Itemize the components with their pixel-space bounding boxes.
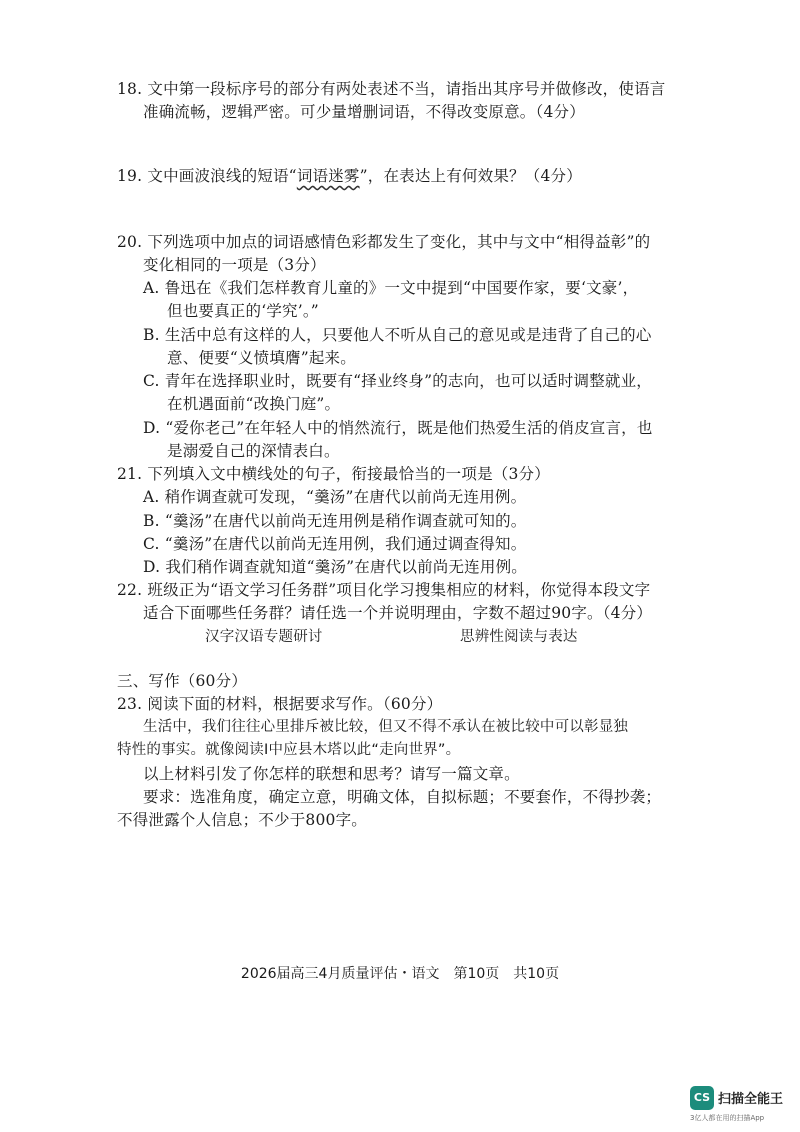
q22-line2: 适合下面哪些任务群？请任选一个并说明理由，字数不超过90字。（4分）	[143, 604, 653, 622]
q20-option-d-line2: 是溺爱自己的深情表白。	[167, 442, 340, 460]
q23-material-line1: 生活中，我们往往心里排斥被比较，但又不得不承认在被比较中可以彰显独	[143, 719, 629, 735]
q18-line2: 准确流畅，逻辑严密。可少量增删词语，不得改变原意。（4分）	[143, 103, 585, 121]
page-footer: 2026届高三4月质量评估・语文 第10页 共10页	[240, 966, 560, 982]
q19-suffix: ”，在表达上有何效果？（4分）	[359, 167, 582, 185]
q21-stem: 21. 下列填入文中横线处的句子，衔接最恰当的一项是（3分）	[117, 465, 550, 483]
q21-option-a: A. 稍作调查就可发现，“羹汤”在唐代以前尚无连用例。	[143, 488, 527, 506]
section-writing-title: 三、写作（60分）	[117, 672, 248, 690]
q21-option-b: B. “羹汤”在唐代以前尚无连用例是稍作调查就可知的。	[143, 512, 527, 530]
q21-option-d: D. 我们稍作调查就知道“羹汤”在唐代以前尚无连用例。	[143, 558, 527, 576]
q23-stem: 23. 阅读下面的材料，根据要求写作。（60分）	[117, 695, 443, 713]
scanner-app-name: 扫描全能王	[718, 1092, 784, 1107]
q20-option-d-line1: D. “爱你老己”在年轻人中的悄然流行，既是他们热爱生活的俏皮宣言，也	[143, 419, 653, 437]
q20-option-b-line1: B. 生活中总有这样的人，只要他人不听从自己的意见或是违背了自己的心	[143, 326, 652, 344]
q19-prefix: 19. 文中画波浪线的短语“	[117, 167, 297, 185]
q19-wavy-phrase: 词语迷雾	[296, 167, 360, 185]
q23-requirements-line2: 不得泄露个人信息；不少于800字。	[117, 811, 367, 829]
q22-option-1: 汉字汉语专题研讨	[205, 629, 323, 645]
q20-option-b-line2: 意、便要“义愤填膺”起来。	[167, 349, 356, 367]
q21-option-c: C. “羹汤”在唐代以前尚无连用例，我们通过调查得知。	[143, 535, 527, 553]
q20-option-c-line1: C. 青年在选择职业时，既要有“择业终身”的志向，也可以适时调整就业，	[143, 372, 653, 390]
q22-line1: 22. 班级正为“语文学习任务群”项目化学习搜集相应的材料，你觉得本段文字	[117, 581, 651, 599]
q20-line1: 20. 下列选项中加点的词语感情色彩都发生了变化，其中与文中“相得益彰”的	[117, 233, 651, 251]
q23-material-line2: 特性的事实。就像阅读Ⅰ中应县木塔以此“走向世界”。	[117, 742, 461, 758]
q20-line2: 变化相同的一项是（3分）	[143, 256, 326, 274]
camscanner-logo-icon: CS	[690, 1086, 714, 1110]
q23-requirements-line1: 要求：选准角度，确定立意，明确文体，自拟标题；不要套作，不得抄袭；	[143, 788, 662, 806]
scanner-watermark	[690, 1086, 795, 1126]
q22-option-2: 思辨性阅读与表达	[460, 629, 578, 645]
scanner-tagline: 3亿人都在用的扫描App	[690, 1114, 765, 1122]
q19-line	[117, 165, 582, 187]
q20-option-a-line1: A. 鲁迅在《我们怎样教育儿童的》一文中提到“中国要作家，要‘文豪’，	[143, 279, 639, 297]
q23-prompt: 以上材料引发了你怎样的联想和思考？请写一篇文章。	[143, 765, 520, 783]
q20-option-a-line2: 但也要真正的‘学究’。”	[167, 302, 319, 320]
q18-line1: 18. 文中第一段标序号的部分有两处表述不当，请指出其序号并做修改，使语言	[117, 80, 666, 98]
q20-option-c-line2: 在机遇面前“改换门庭”。	[167, 395, 341, 413]
